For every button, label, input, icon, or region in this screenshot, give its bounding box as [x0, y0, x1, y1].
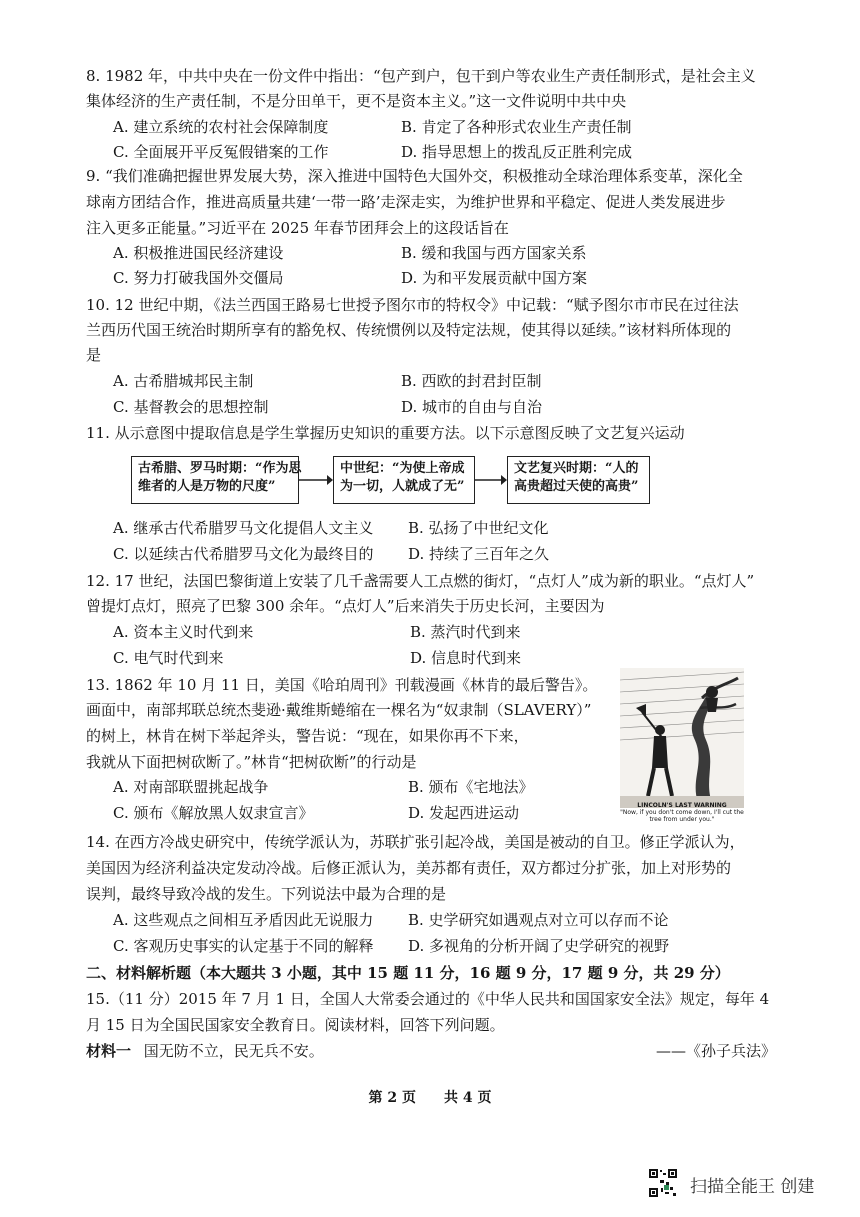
- cartoon-caption-quote: "Now, if you don't come down, I'll cut the tree from under you.": [620, 809, 744, 823]
- q12-options-row1: [0, 622, 860, 642]
- q8-option-a: A. 建立系统的农村社会保障制度: [113, 118, 329, 136]
- q11-option-d: D. 持续了三百年之久: [408, 545, 550, 563]
- q8-option-d: D. 指导思想上的拨乱反正胜利完成: [401, 143, 633, 161]
- diagram-box-renaissance-line1: 文艺复兴时期：“人的: [514, 461, 639, 476]
- q14-option-a: A. 这些观点之间相互矛盾因此无说服力: [113, 911, 374, 929]
- q14-stem-line2: 美国因为经济利益决定发动冷战。后修正派认为，美苏都有责任，双方都过分扩张，加上对形势的: [86, 859, 732, 877]
- q11-option-a: A. 继承古代希腊罗马文化提倡人文主义: [113, 519, 374, 537]
- q15-stem-line1: 15.（11 分）2015 年 7 月 1 日，全国人大常委会通过的《中华人民共和国国家安全法》规定，每年 4: [86, 990, 770, 1008]
- q14-option-c: C. 客观历史事实的认定基于不同的解释: [113, 937, 374, 955]
- diagram-box-ancient-line2: 维者的人是万物的尺度”: [138, 479, 276, 494]
- q9-stem-line1: 9. “我们准确把握世界发展大势，深入推进中国特色大国外交，积极推动全球治理体系变革，深化全: [86, 167, 743, 185]
- material-text: 国无防不立，民无兵不安。: [143, 1042, 324, 1060]
- q8-option-b: B. 肯定了各种形式农业生产责任制: [401, 118, 632, 136]
- q9-options-row2: [0, 268, 860, 288]
- q15-stem-line2: 月 15 日为全国民国家安全教育日。阅读材料，回答下列问题。: [86, 1016, 505, 1034]
- cartoon-caption: [620, 802, 744, 823]
- q10-option-d: D. 城市的自由与自治: [401, 398, 543, 416]
- material-label: 材料一: [86, 1042, 132, 1060]
- diagram-arrow-2: [475, 470, 507, 490]
- q11-option-b: B. 弘扬了中世纪文化: [408, 519, 549, 537]
- q12-option-c: C. 电气时代到来: [113, 649, 224, 667]
- q10-option-c: C. 基督教会的思想控制: [113, 398, 269, 416]
- q9-options-row1: [0, 243, 860, 263]
- q10-options-row2: [0, 397, 860, 417]
- q13-option-a: A. 对南部联盟挑起战争: [113, 778, 269, 796]
- q8-options-row1: [0, 117, 860, 137]
- q14-options-row2: [0, 936, 860, 956]
- q10-stem-line3: 是: [86, 346, 102, 364]
- q12-stem-line1: 12. 17 世纪，法国巴黎街道上安装了几千盏需要人工点燃的街灯，“点灯人”成为新的职业。“点灯人”: [86, 572, 755, 590]
- qr-code-icon: [648, 1168, 678, 1198]
- diagram-box-renaissance-line2: 高贵超过天使的高贵”: [514, 479, 639, 494]
- q9-stem-line3: 注入更多正能量。”习近平在 2025 年春节团拜会上的这段话旨在: [86, 219, 509, 237]
- q11-option-c: C. 以延续古代希腊罗马文化为最终目的: [113, 545, 374, 563]
- q14-options-row1: [0, 910, 860, 930]
- diagram-arrow-1: [299, 470, 333, 490]
- q10-stem-line1: 10. 12 世纪中期，《法兰西国王路易七世授予图尔市的特权令》中记载：“赋予图尔市市民在过往法: [86, 296, 739, 314]
- q14-option-d: D. 多视角的分析开阔了史学研究的视野: [408, 937, 670, 955]
- cartoon-caption-title: LINCOLN'S LAST WARNING: [637, 802, 727, 809]
- diagram-box-ancient-line1: 古希腊、罗马时期：“作为思: [138, 461, 302, 476]
- q12-option-b: B. 蒸汽时代到来: [410, 623, 521, 641]
- section-heading: 二、材料解析题（本大题共 3 小题，其中 15 题 11 分，16 题 9 分，17 题 9 分，共 29 分）: [86, 964, 730, 982]
- q12-stem-line2: 曾提灯点灯，照亮了巴黎 300 余年。“点灯人”后来消失于历史长河，主要因为: [86, 597, 605, 615]
- q13-stem-line1: 13. 1862 年 10 月 11 日，美国《哈珀周刊》刊载漫画《林肯的最后警告》。: [86, 676, 598, 694]
- q11-options-row2: [0, 544, 860, 564]
- diagram-box-medieval-line1: 中世纪：“为使上帝成: [340, 461, 465, 476]
- q8-stem-line1: 8. 1982 年，中共中央在一份文件中指出：“包产到户，包干到户等农业生产责任制形式，是社会主义: [86, 67, 756, 85]
- q10-option-a: A. 古希腊城邦民主制: [113, 372, 254, 390]
- q11-stem-line1: 11. 从示意图中提取信息是学生掌握历史知识的重要方法。以下示意图反映了文艺复兴运动: [86, 424, 685, 442]
- q10-stem-line2: 兰西历代国王统治时期所享有的豁免权、传统惯例以及特定法规，使其得以延续。”该材料所体现的: [86, 321, 732, 339]
- q13-option-c: C. 颁布《解放黑人奴隶宣言》: [113, 804, 314, 822]
- q13-stem-line2: 画面中，南部邦联总统杰斐逊·戴维斯蜷缩在一棵名为“奴隶制（SLAVERY）”: [86, 701, 592, 719]
- diagram-box-medieval: [333, 456, 475, 504]
- q13-option-b: B. 颁布《宅地法》: [408, 778, 534, 796]
- q9-option-b: B. 缓和我国与西方国家关系: [401, 244, 587, 262]
- q12-options-row2: [0, 648, 860, 668]
- q13-stem-line3: 的树上，林肯在树下举起斧头，警告说：“现在，如果你再不下来，: [86, 727, 529, 745]
- q11-options-row1: [0, 518, 860, 538]
- q10-option-b: B. 西欧的封君封臣制: [401, 372, 542, 390]
- q9-stem-line2: 球南方团结合作，推进高质量共建‘一带一路’走深走实，为维护世界和平稳定、促进人类发展进步: [86, 193, 726, 211]
- q10-options-row1: [0, 371, 860, 391]
- diagram-box-renaissance: [507, 456, 650, 504]
- q8-stem-line2: 集体经济的生产责任制，不是分田单干，更不是资本主义。”这一文件说明中共中央: [86, 92, 627, 110]
- diagram-box-ancient: [131, 456, 302, 504]
- q13-option-d: D. 发起西进运动: [408, 804, 520, 822]
- q14-stem-line3: 误判，最终导致冷战的发生。下列说法中最为合理的是: [86, 885, 447, 903]
- lincoln-cartoon-image: [620, 668, 744, 808]
- q12-option-d: D. 信息时代到来: [410, 649, 522, 667]
- q12-option-a: A. 资本主义时代到来: [113, 623, 254, 641]
- q9-option-d: D. 为和平发展贡献中国方案: [401, 269, 588, 287]
- q13-stem-line4: 我就从下面把树砍断了。”林肯“把树砍断”的行动是: [86, 753, 417, 771]
- q14-option-b: B. 史学研究如遇观点对立可以存而不论: [408, 911, 669, 929]
- q9-option-a: A. 积极推进国民经济建设: [113, 244, 284, 262]
- q9-option-c: C. 努力打破我国外交僵局: [113, 269, 284, 287]
- diagram-box-medieval-line2: 为一切，人就成了无”: [340, 479, 465, 494]
- q8-options-row2: [0, 142, 860, 162]
- q15-material: [86, 1041, 324, 1061]
- material-source: ——《孙子兵法》: [656, 1042, 777, 1060]
- page-footer: 第 2 页 共 4 页: [368, 1090, 492, 1106]
- q14-stem-line1: 14. 在西方冷战史研究中，传统学派认为，苏联扩张引起冷战，美国是被动的自卫。修正学派认为，: [86, 833, 745, 851]
- scanner-watermark: 扫描全能王 创建: [690, 1177, 815, 1197]
- q8-option-c: C. 全面展开平反冤假错案的工作: [113, 143, 329, 161]
